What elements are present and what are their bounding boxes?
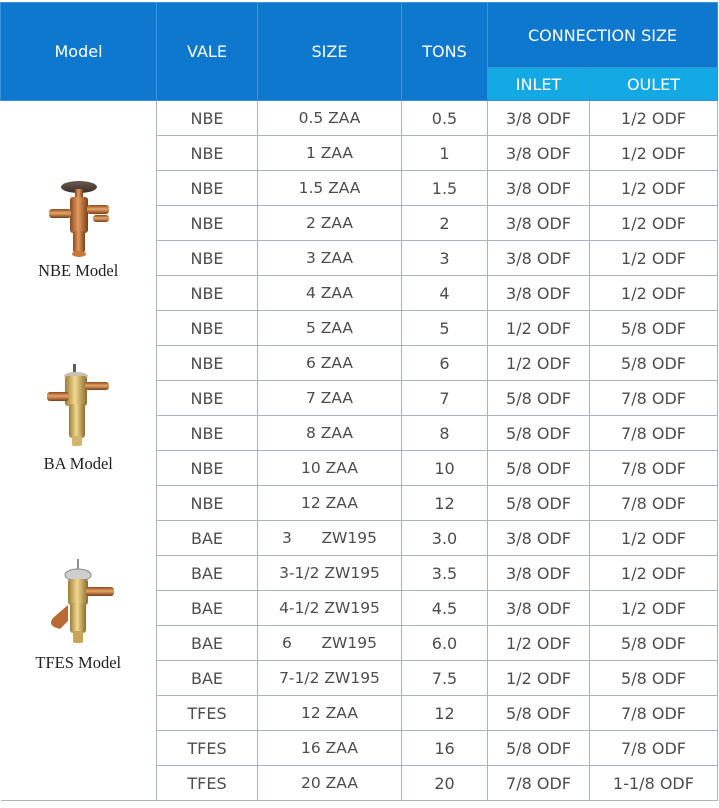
valve-spec-table xyxy=(0,2,718,801)
cell-inlet: 1/2 ODF xyxy=(488,311,590,346)
ba-valve-image-icon xyxy=(43,362,113,452)
ba-model-label: BA Model xyxy=(43,454,113,473)
cell-size: 3 ZAA xyxy=(258,241,402,276)
cell-outlet: 1/2 ODF xyxy=(590,591,718,626)
cell-inlet: 5/8 ODF xyxy=(488,416,590,451)
cell-size: 12 ZAA xyxy=(258,696,402,731)
model-images-cell xyxy=(1,101,157,801)
cell-tons: 4 xyxy=(402,276,488,311)
cell-vale: NBE xyxy=(157,486,258,521)
cell-inlet: 1/2 ODF xyxy=(488,661,590,696)
cell-size: 7-1/2 ZW195 xyxy=(258,661,402,696)
cell-size: 8 ZAA xyxy=(258,416,402,451)
cell-tons: 6 xyxy=(402,346,488,381)
cell-vale: TFES xyxy=(157,696,258,731)
cell-tons: 5 xyxy=(402,311,488,346)
nbe-model-label: NBE Model xyxy=(38,261,119,280)
cell-size: 6 ZAA xyxy=(258,346,402,381)
table-header xyxy=(1,3,718,101)
cell-inlet: 5/8 ODF xyxy=(488,486,590,521)
cell-tons: 2 xyxy=(402,206,488,241)
cell-vale: BAE xyxy=(157,521,258,556)
cell-outlet: 1/2 ODF xyxy=(590,556,718,591)
cell-vale: NBE xyxy=(157,346,258,381)
cell-size: 1.5 ZAA xyxy=(258,171,402,206)
header-outlet: OULET xyxy=(590,68,718,101)
cell-tons: 12 xyxy=(402,696,488,731)
cell-outlet: 5/8 ODF xyxy=(590,346,718,381)
cell-size: 0.5 ZAA xyxy=(258,101,402,136)
cell-inlet: 3/8 ODF xyxy=(488,206,590,241)
cell-inlet: 1/2 ODF xyxy=(488,626,590,661)
cell-vale: BAE xyxy=(157,626,258,661)
cell-inlet: 3/8 ODF xyxy=(488,276,590,311)
cell-vale: TFES xyxy=(157,766,258,801)
cell-tons: 7 xyxy=(402,381,488,416)
cell-size: 3-1/2 ZW195 xyxy=(258,556,402,591)
cell-vale: NBE xyxy=(157,416,258,451)
cell-vale: NBE xyxy=(157,171,258,206)
nbe-model-block xyxy=(1,175,157,281)
cell-vale: NBE xyxy=(157,451,258,486)
cell-size: 7 ZAA xyxy=(258,381,402,416)
cell-size: 12 ZAA xyxy=(258,486,402,521)
cell-outlet: 7/8 ODF xyxy=(590,486,718,521)
cell-size: 2 ZAA xyxy=(258,206,402,241)
table-body xyxy=(1,101,718,801)
cell-tons: 3 xyxy=(402,241,488,276)
cell-size: 1 ZAA xyxy=(258,136,402,171)
cell-tons: 3.0 xyxy=(402,521,488,556)
cell-outlet: 7/8 ODF xyxy=(590,451,718,486)
cell-vale: NBE xyxy=(157,206,258,241)
cell-inlet: 3/8 ODF xyxy=(488,591,590,626)
cell-size: 4 ZAA xyxy=(258,276,402,311)
cell-inlet: 5/8 ODF xyxy=(488,696,590,731)
header-connection-size: CONNECTION SIZE xyxy=(488,3,718,68)
cell-tons: 10 xyxy=(402,451,488,486)
cell-outlet: 7/8 ODF xyxy=(590,381,718,416)
cell-outlet: 1/2 ODF xyxy=(590,241,718,276)
cell-tons: 16 xyxy=(402,731,488,766)
cell-inlet: 3/8 ODF xyxy=(488,136,590,171)
cell-size: 5 ZAA xyxy=(258,311,402,346)
cell-size: 3 ZW195 xyxy=(258,521,402,556)
cell-outlet: 7/8 ODF xyxy=(590,416,718,451)
tfes-model-block xyxy=(1,559,157,673)
cell-vale: NBE xyxy=(157,381,258,416)
cell-vale: BAE xyxy=(157,591,258,626)
cell-tons: 1.5 xyxy=(402,171,488,206)
cell-tons: 8 xyxy=(402,416,488,451)
tfes-model-label: TFES Model xyxy=(35,653,122,672)
header-size: SIZE xyxy=(258,3,402,101)
cell-vale: NBE xyxy=(157,241,258,276)
cell-inlet: 5/8 ODF xyxy=(488,731,590,766)
cell-size: 20 ZAA xyxy=(258,766,402,801)
header-model: Model xyxy=(1,3,157,101)
cell-tons: 1 xyxy=(402,136,488,171)
cell-outlet: 1/2 ODF xyxy=(590,206,718,241)
cell-outlet: 1-1/8 ODF xyxy=(590,766,718,801)
cell-size: 10 ZAA xyxy=(258,451,402,486)
cell-vale: NBE xyxy=(157,276,258,311)
header-vale: VALE xyxy=(157,3,258,101)
cell-tons: 7.5 xyxy=(402,661,488,696)
header-tons: TONS xyxy=(402,3,488,101)
cell-outlet: 5/8 ODF xyxy=(590,626,718,661)
cell-tons: 0.5 xyxy=(402,101,488,136)
cell-outlet: 1/2 ODF xyxy=(590,136,718,171)
ba-model-block xyxy=(1,362,157,474)
cell-tons: 20 xyxy=(402,766,488,801)
cell-inlet: 3/8 ODF xyxy=(488,101,590,136)
cell-inlet: 3/8 ODF xyxy=(488,241,590,276)
cell-inlet: 3/8 ODF xyxy=(488,521,590,556)
cell-outlet: 1/2 ODF xyxy=(590,171,718,206)
cell-outlet: 5/8 ODF xyxy=(590,661,718,696)
cell-inlet: 7/8 ODF xyxy=(488,766,590,801)
cell-outlet: 1/2 ODF xyxy=(590,101,718,136)
cell-inlet: 3/8 ODF xyxy=(488,556,590,591)
cell-inlet: 5/8 ODF xyxy=(488,381,590,416)
cell-outlet: 1/2 ODF xyxy=(590,276,718,311)
cell-inlet: 1/2 ODF xyxy=(488,346,590,381)
cell-size: 6 ZW195 xyxy=(258,626,402,661)
cell-size: 4-1/2 ZW195 xyxy=(258,591,402,626)
nbe-valve-image-icon xyxy=(43,175,113,259)
cell-size: 16 ZAA xyxy=(258,731,402,766)
cell-outlet: 1/2 ODF xyxy=(590,521,718,556)
cell-tons: 4.5 xyxy=(402,591,488,626)
cell-vale: BAE xyxy=(157,556,258,591)
cell-tons: 6.0 xyxy=(402,626,488,661)
tfes-valve-image-icon xyxy=(38,559,118,651)
cell-inlet: 5/8 ODF xyxy=(488,451,590,486)
cell-tons: 3.5 xyxy=(402,556,488,591)
cell-inlet: 3/8 ODF xyxy=(488,171,590,206)
cell-outlet: 5/8 ODF xyxy=(590,311,718,346)
table-row xyxy=(1,101,718,136)
cell-vale: NBE xyxy=(157,136,258,171)
cell-vale: BAE xyxy=(157,661,258,696)
cell-tons: 12 xyxy=(402,486,488,521)
cell-vale: NBE xyxy=(157,311,258,346)
header-inlet: INLET xyxy=(488,68,590,101)
cell-vale: TFES xyxy=(157,731,258,766)
cell-vale: NBE xyxy=(157,101,258,136)
cell-outlet: 7/8 ODF xyxy=(590,696,718,731)
cell-outlet: 7/8 ODF xyxy=(590,731,718,766)
